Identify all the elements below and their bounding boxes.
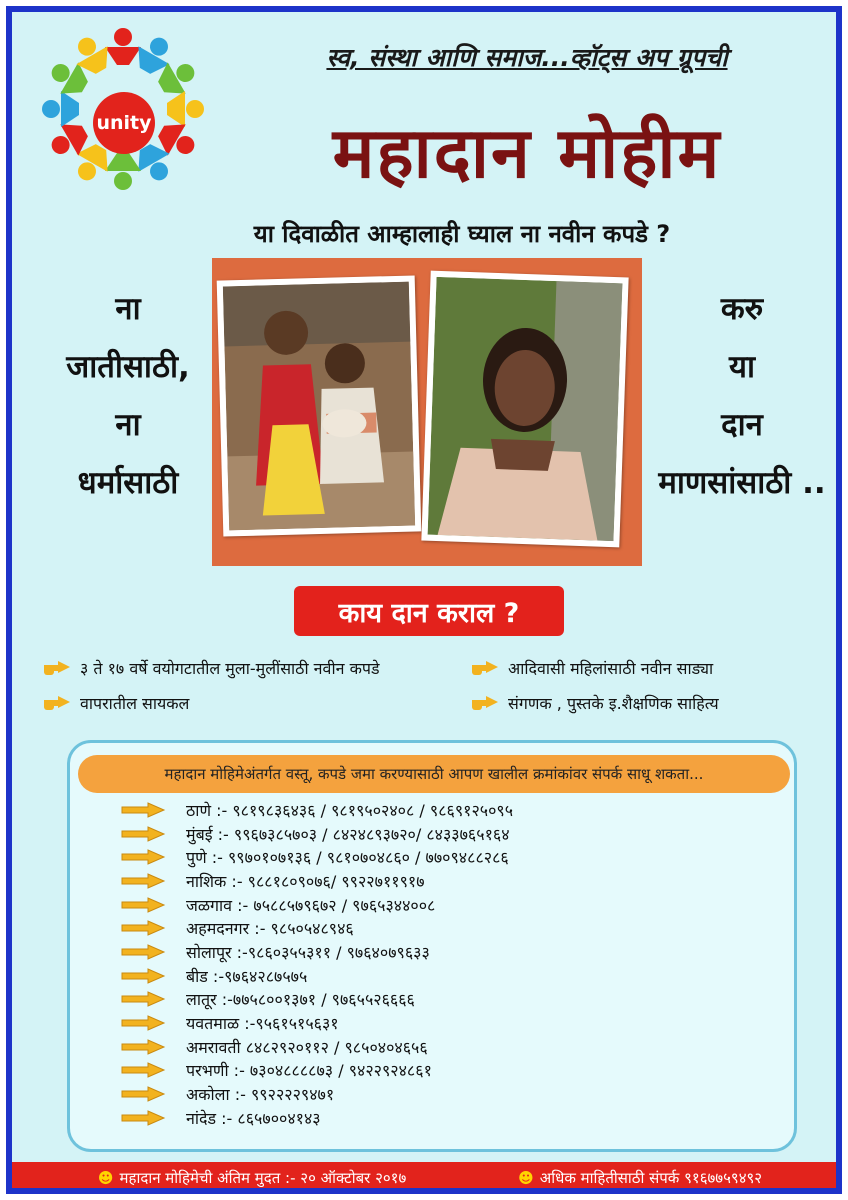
contact-row	[118, 940, 778, 964]
contact-text: नाशिक :- ९८८१८०९०७६/ ९९२२७११९१७	[186, 871, 425, 891]
what-to-donate-heading: काय दान कराल ?	[294, 586, 564, 636]
side-left-line: धर्मासाठी	[77, 465, 179, 501]
contact-text: पुणे :- ९९७०१०७१३६ / ९८१०७०४८६० / ७७०९४८८२८६	[186, 848, 509, 868]
contact-text: जळगाव :- ७५८८५७९६७२ / ९७६५३४४००८	[186, 895, 436, 915]
pointing-hand-icon	[118, 1013, 178, 1033]
poster	[6, 6, 842, 1194]
footer-deadline	[98, 1168, 406, 1188]
donation-item-label: वापरातील सायकल	[80, 694, 190, 713]
contact-text: ठाणे :- ९८१९८३६४३६ / ९८१९५०२४०८ / ९८६९१२५०९५	[186, 800, 514, 820]
pointing-hand-icon	[42, 659, 72, 677]
donation-item	[470, 657, 713, 679]
contact-row	[118, 1011, 778, 1035]
pointing-hand-icon	[118, 1060, 178, 1080]
pointing-hand-icon	[118, 918, 178, 938]
contact-text: अकोला :- ९९२२२२९४७१	[186, 1085, 335, 1105]
side-left-line: ना	[115, 407, 141, 443]
contact-list	[118, 798, 778, 1130]
contact-header: महादान मोहिमेअंतर्गत वस्तू, कपडे जमा करण्यासाठी आपण खालील क्रमांकांवर संपर्क साधू शकता...	[78, 755, 790, 793]
contact-text: नांदेड :- ८६५७००४१४३	[186, 1108, 321, 1128]
contact-text: परभणी :- ७३०४८८८८७३ / ९४२२९२४८६१	[186, 1061, 432, 1081]
pointing-hand-icon	[118, 1037, 178, 1057]
footer-contact	[518, 1168, 762, 1188]
page-title: महादान मोहीम	[332, 112, 722, 194]
contact-row	[118, 822, 778, 846]
contact-text: लातूर :-७७५८००१३७१ / ९७६५५२६६६६	[186, 990, 415, 1010]
contact-row	[118, 1082, 778, 1106]
donation-item-label: आदिवासी महिलांसाठी नवीन साड्या	[508, 659, 714, 678]
contact-row	[118, 798, 778, 822]
donation-item-label: ३ ते १७ वर्षे वयोगटातील मुला-मुलींसाठी नवीन कपडे	[80, 659, 380, 678]
pointing-hand-icon	[118, 800, 178, 820]
pointing-hand-icon	[470, 694, 500, 712]
pointing-hand-icon	[118, 895, 178, 915]
pointing-hand-icon	[470, 659, 500, 677]
pointing-hand-icon	[118, 847, 178, 867]
contact-text: अमरावती ८४८२९२०११२ / ९८५०४०४६५६	[186, 1037, 428, 1057]
pointing-hand-icon	[42, 694, 72, 712]
side-right-line: माणसांसाठी ..	[658, 465, 826, 501]
contact-row	[118, 1059, 778, 1083]
side-right-line: करु	[720, 291, 764, 327]
donation-item	[42, 692, 189, 714]
donation-item	[42, 657, 380, 679]
contact-row	[118, 916, 778, 940]
photo-frame	[212, 258, 642, 566]
tagline: स्व, संस्था आणि समाज...व्हॉट्स अप ग्रूपची	[326, 43, 728, 72]
side-text-left	[44, 280, 212, 512]
logo-text: unity	[93, 92, 155, 154]
pointing-hand-icon	[118, 824, 178, 844]
contact-row	[118, 964, 778, 988]
side-left-line: ना	[115, 291, 141, 327]
pointing-hand-icon	[118, 989, 178, 1009]
woman-photo	[421, 271, 628, 548]
deadline-text: महादान मोहिमेची अंतिम मुदत :- २० ऑक्टोबर २०१७	[119, 1169, 407, 1187]
contact-text: बीड :-९७६४२८७५७५	[186, 966, 308, 986]
side-right-line: या	[728, 349, 755, 385]
contact-row	[118, 845, 778, 869]
pointing-hand-icon	[118, 1108, 178, 1128]
subtitle: या दिवाळीत आम्हालाही घ्याल ना नवीन कपडे ?	[253, 220, 671, 248]
smiley-icon: ☻	[97, 1169, 114, 1187]
contact-row	[118, 1106, 778, 1130]
side-right-line: दान	[721, 407, 763, 443]
contact-info-text: अधिक माहितीसाठी संपर्क ९१६७७५९४९२	[539, 1169, 763, 1187]
contact-text: सोलापूर :-९८६०३५५३११ / ९७६४०७९६३३	[186, 942, 430, 962]
footer-bar	[12, 1162, 842, 1194]
side-left-line: जातीसाठी,	[66, 349, 190, 385]
contact-text: मुंबई :- ९९६७३८५७०३ / ८४२४८९३७२०/ ८४३३७६५१६४	[186, 824, 510, 844]
pointing-hand-icon	[118, 871, 178, 891]
smiley-icon: ☻	[518, 1169, 534, 1187]
donation-item-label: संगणक , पुस्तके इ.शैक्षणिक साहित्य	[508, 694, 719, 713]
children-photo	[217, 275, 422, 536]
contact-row	[118, 893, 778, 917]
contact-text: यवतमाळ :-९५६१५१५६३१	[186, 1014, 339, 1034]
contact-text: अहमदनगर :- ९८५०५४८९४६	[186, 919, 354, 939]
unity-logo	[34, 20, 212, 198]
donation-item	[470, 692, 719, 714]
contact-row	[118, 1035, 778, 1059]
pointing-hand-icon	[118, 966, 178, 986]
side-text-right	[642, 280, 842, 512]
contact-row	[118, 988, 778, 1012]
pointing-hand-icon	[118, 1084, 178, 1104]
pointing-hand-icon	[118, 942, 178, 962]
contact-row	[118, 869, 778, 893]
